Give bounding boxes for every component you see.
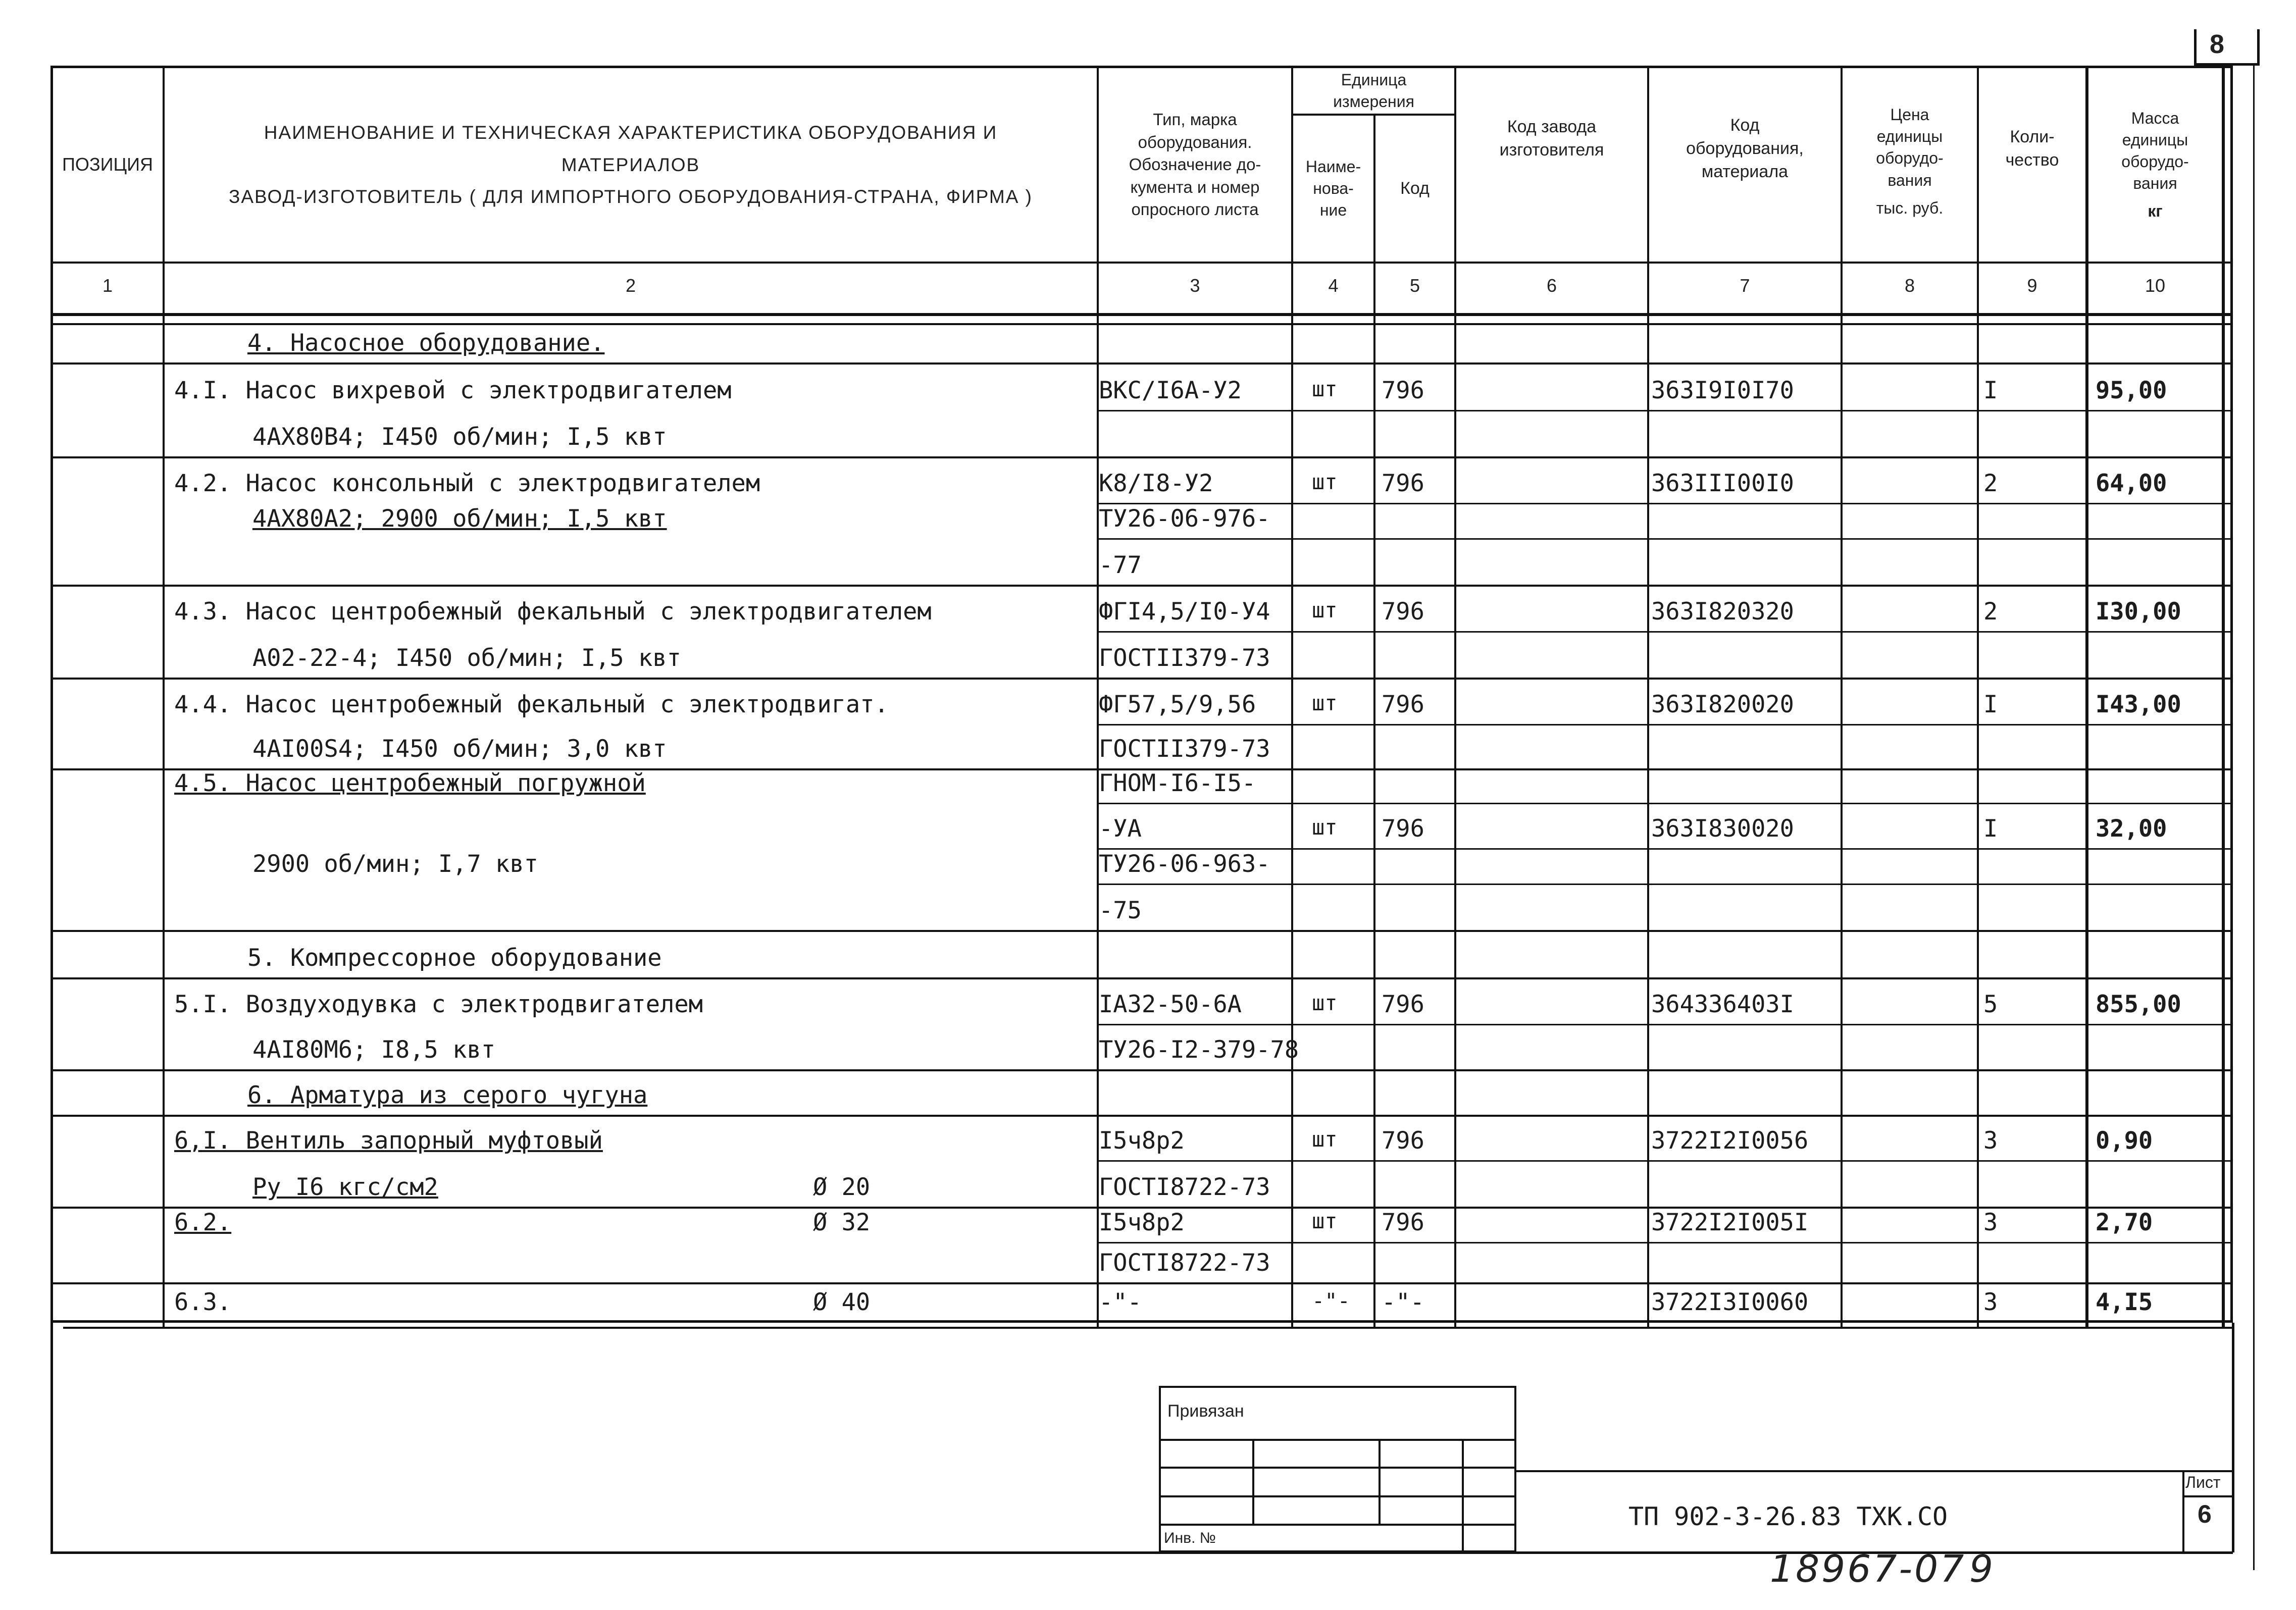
col-number-1: 1 bbox=[102, 275, 113, 296]
row-type: ГОСТI8722-73 bbox=[1099, 1173, 1270, 1201]
row-separator bbox=[50, 678, 2233, 680]
row-unit-code: 796 bbox=[1382, 991, 1424, 1018]
row-quantity: I bbox=[1983, 377, 1998, 404]
rows-bottom-line bbox=[63, 1327, 2232, 1329]
stamp-vline-3 bbox=[1462, 1439, 1464, 1552]
row-separator-partial bbox=[1097, 1024, 2233, 1025]
row-separator-partial bbox=[1097, 503, 2233, 504]
row-name: 4. Насосное оборудование. bbox=[247, 329, 605, 357]
row-equipment-code: 363I820020 bbox=[1651, 691, 1794, 718]
col-number-5: 5 bbox=[1409, 275, 1420, 296]
row-name: 4.3. Насос центробежный фекальный с электродвигателем bbox=[174, 598, 932, 626]
row-separator bbox=[50, 1069, 2233, 1071]
row-type: I5ч8р2 bbox=[1099, 1127, 1185, 1155]
sheet-right-line bbox=[2232, 1323, 2234, 1552]
row-name: Ру I6 кгс/см2 bbox=[252, 1173, 438, 1201]
row-type: ТУ26-06-963- bbox=[1099, 850, 1270, 878]
row-unit-code: 796 bbox=[1382, 1127, 1424, 1155]
row-separator bbox=[50, 362, 2233, 365]
header-bottom-line bbox=[50, 262, 2233, 264]
list-number: 6 bbox=[2198, 1500, 2212, 1528]
col-line-10 bbox=[2222, 66, 2225, 1327]
row-separator-partial bbox=[1097, 538, 2233, 540]
row-name: 6,I. Вентиль запорный муфтовый bbox=[174, 1127, 603, 1155]
row-type: -"- bbox=[1099, 1288, 1142, 1316]
row-quantity: 2 bbox=[1983, 470, 1998, 497]
row-separator-partial bbox=[1097, 803, 2233, 804]
header-unit-code: Код bbox=[1400, 178, 1430, 198]
document-code: ТП 902-3-26.83 ТХК.СО bbox=[1628, 1502, 1948, 1531]
col-number-10: 10 bbox=[2145, 275, 2166, 296]
row-name: 4.2. Насос консольный с электродвигателем bbox=[174, 470, 760, 497]
row-name: 4.5. Насос центробежный погружной bbox=[174, 769, 646, 797]
row-diameter: Ø 20 bbox=[813, 1173, 871, 1201]
row-type: ГОСТI8722-73 bbox=[1099, 1249, 1270, 1277]
row-diameter: Ø 32 bbox=[813, 1209, 871, 1236]
sheet-number-top: 8 bbox=[2210, 30, 2224, 59]
stamp-vline-2 bbox=[1379, 1439, 1381, 1524]
row-name: 6.2. bbox=[174, 1209, 232, 1236]
row-mass: 855,00 bbox=[2096, 991, 2181, 1018]
row-unit: шт bbox=[1312, 598, 1338, 622]
sheet-number-box bbox=[2194, 29, 2260, 66]
row-unit: шт bbox=[1312, 470, 1338, 494]
row-separator-partial bbox=[1097, 884, 2233, 885]
header-qty: Коли- чество bbox=[2005, 127, 2059, 170]
title-block-top-line bbox=[1516, 1470, 2233, 1472]
row-equipment-code: 363III00I0 bbox=[1651, 470, 1794, 497]
col-line-6 bbox=[1647, 66, 1649, 1327]
row-quantity: 3 bbox=[1983, 1127, 1998, 1155]
col-line-5 bbox=[1454, 66, 1456, 1327]
row-equipment-code: 3722I2I0056 bbox=[1651, 1127, 1809, 1155]
col-number-7: 7 bbox=[1740, 275, 1750, 296]
stamp-inv: Инв. № bbox=[1164, 1530, 1216, 1546]
header-price: Цена единицы оборудо- вания тыс. руб. bbox=[1876, 106, 1944, 217]
row-unit-code: 796 bbox=[1382, 377, 1424, 404]
row-unit-code: 796 bbox=[1382, 470, 1424, 497]
row-separator bbox=[50, 323, 2233, 325]
row-name: 4АХ80А2; 2900 об/мин; I,5 квт bbox=[252, 505, 667, 533]
list-label: Лист bbox=[2185, 1473, 2221, 1491]
row-mass: 32,00 bbox=[2096, 815, 2167, 843]
row-name: 6.3. bbox=[174, 1288, 232, 1316]
row-name: 4АХ80В4; I450 об/мин; I,5 квт bbox=[252, 423, 667, 451]
row-name: 6. Арматура из серого чугуна bbox=[247, 1081, 648, 1109]
col-number-8: 8 bbox=[1904, 275, 1915, 296]
row-unit: шт bbox=[1312, 691, 1338, 715]
row-type: ТУ26-I2-379-78 bbox=[1099, 1036, 1299, 1064]
row-quantity: 2 bbox=[1983, 598, 1998, 626]
right-margin-line bbox=[2253, 66, 2255, 1570]
row-name: 4.I. Насос вихревой с электродвигателем bbox=[174, 377, 732, 404]
row-type: К8/I8-У2 bbox=[1099, 470, 1213, 497]
row-mass: 4,I5 bbox=[2096, 1288, 2153, 1316]
row-type: ФГI4,5/I0-У4 bbox=[1099, 598, 1270, 626]
row-unit: шт bbox=[1312, 991, 1338, 1015]
stamp-vline-1 bbox=[1252, 1439, 1254, 1524]
row-type: ТУ26-06-976- bbox=[1099, 505, 1270, 533]
row-type: ГОСТII379-73 bbox=[1099, 735, 1270, 763]
row-mass: I30,00 bbox=[2096, 598, 2181, 626]
row-unit-code: -"- bbox=[1382, 1288, 1424, 1316]
row-unit: шт bbox=[1312, 1209, 1338, 1233]
col-number-6: 6 bbox=[1546, 275, 1557, 296]
col-number-4: 4 bbox=[1328, 275, 1339, 296]
col-line-8 bbox=[1977, 66, 1979, 1327]
row-mass: 95,00 bbox=[2096, 377, 2167, 404]
row-mass: 64,00 bbox=[2096, 470, 2167, 497]
row-separator-partial bbox=[1097, 410, 2233, 411]
row-unit: шт bbox=[1312, 815, 1338, 840]
row-quantity: 5 bbox=[1983, 991, 1998, 1018]
row-quantity: 3 bbox=[1983, 1209, 1998, 1236]
row-unit: шт bbox=[1312, 1127, 1338, 1152]
row-mass: I43,00 bbox=[2096, 691, 2181, 718]
row-type: IА32-50-6А bbox=[1099, 991, 1242, 1018]
row-type: -75 bbox=[1099, 897, 1142, 924]
col-number-line bbox=[50, 313, 2233, 316]
row-separator bbox=[50, 456, 2233, 458]
row-mass: 2,70 bbox=[2096, 1209, 2153, 1236]
row-type: ГНОМ-I6-I5- bbox=[1099, 769, 1256, 797]
row-type: ВКС/I6A-У2 bbox=[1099, 377, 1242, 404]
header-mass: Масса единицы оборудо- вания кг bbox=[2121, 109, 2189, 221]
header-type: Тип, марка оборудования. Обозначение до- кумента и номер опросного листа bbox=[1129, 110, 1261, 219]
stamp-privyazan: Привязан bbox=[1167, 1401, 1244, 1421]
row-unit-code: 796 bbox=[1382, 691, 1424, 718]
header-unit-name: Наиме- нова- ние bbox=[1305, 157, 1361, 220]
row-separator-partial bbox=[1097, 631, 2233, 633]
row-separator-partial bbox=[1097, 724, 2233, 725]
row-equipment-code: 3722I2I005I bbox=[1651, 1209, 1809, 1236]
col-number-3: 3 bbox=[1190, 275, 1200, 296]
row-unit: шт bbox=[1312, 377, 1338, 401]
col-number-2: 2 bbox=[625, 275, 636, 296]
row-unit: -"- bbox=[1312, 1288, 1350, 1313]
row-separator bbox=[50, 930, 2233, 932]
row-name: 5.I. Воздуходувка с электродвигателем bbox=[174, 991, 703, 1018]
sheet-left-line bbox=[50, 1323, 53, 1552]
row-separator-partial bbox=[1097, 1160, 2233, 1162]
header-equip-code: Код оборудования, материала bbox=[1686, 116, 1804, 181]
handwritten-number: 18967-07 bbox=[1770, 1547, 1966, 1591]
row-quantity: I bbox=[1983, 815, 1998, 843]
row-mass: 0,90 bbox=[2096, 1127, 2153, 1155]
header-factory-code: Код завода изготовителя bbox=[1499, 117, 1604, 160]
row-name: А02-22-4; I450 об/мин; I,5 квт bbox=[252, 644, 681, 672]
row-name: 4.4. Насос центробежный фекальный с электродвигат. bbox=[174, 691, 889, 718]
row-unit-code: 796 bbox=[1382, 815, 1424, 843]
row-separator bbox=[50, 1282, 2233, 1284]
row-unit-code: 796 bbox=[1382, 598, 1424, 626]
row-type: -77 bbox=[1099, 551, 1142, 579]
title-block-list-line bbox=[2182, 1470, 2184, 1552]
row-type: -УА bbox=[1099, 815, 1142, 843]
row-unit-code: 796 bbox=[1382, 1209, 1424, 1236]
row-equipment-code: 363I9I0I70 bbox=[1651, 377, 1794, 404]
list-divider-line bbox=[2182, 1495, 2233, 1497]
row-separator-partial bbox=[1097, 1242, 2233, 1243]
row-equipment-code: 3722I3I0060 bbox=[1651, 1288, 1809, 1316]
header-unit-group: Единица измерения bbox=[1333, 70, 1414, 111]
row-equipment-code: 363I830020 bbox=[1651, 815, 1794, 843]
header-name-line1: НАИМЕНОВАНИЕ И ТЕХНИЧЕСКАЯ ХАРАКТЕРИСТИКА ОБОРУДОВАНИЯ И bbox=[264, 122, 998, 143]
row-separator-partial bbox=[1097, 848, 2233, 850]
row-equipment-code: 363I820320 bbox=[1651, 598, 1794, 626]
row-separator bbox=[50, 977, 2233, 979]
row-name: 4АI00S4; I450 об/мин; 3,0 квт bbox=[252, 735, 667, 763]
handwritten-page: 9 bbox=[1969, 1547, 1994, 1591]
row-name: 4АI80М6; I8,5 квт bbox=[252, 1036, 496, 1064]
col-number-9: 9 bbox=[2027, 275, 2037, 296]
row-separator bbox=[50, 1115, 2233, 1117]
row-equipment-code: 364336403I bbox=[1651, 991, 1794, 1018]
header-name-line3: ЗАВОД-ИЗГОТОВИТЕЛЬ ( ДЛЯ ИМПОРТНОГО ОБОРУДОВАНИЯ-СТРАНА, ФИРМА ) bbox=[229, 186, 1033, 207]
row-type: ФГ57,5/9,56 bbox=[1099, 691, 1256, 718]
header-position: ПОЗИЦИЯ bbox=[62, 154, 153, 175]
row-name: 5. Компрессорное оборудование bbox=[247, 944, 662, 972]
row-diameter: Ø 40 bbox=[813, 1288, 871, 1316]
header-name-line2: МАТЕРИАЛОВ bbox=[561, 154, 700, 175]
row-separator bbox=[50, 585, 2233, 587]
row-quantity: 3 bbox=[1983, 1288, 1998, 1316]
row-type: ГОСТII379-73 bbox=[1099, 644, 1270, 672]
row-quantity: I bbox=[1983, 691, 1998, 718]
row-name: 2900 об/мин; I,7 квт bbox=[252, 850, 538, 878]
row-type: I5ч8р2 bbox=[1099, 1209, 1185, 1236]
